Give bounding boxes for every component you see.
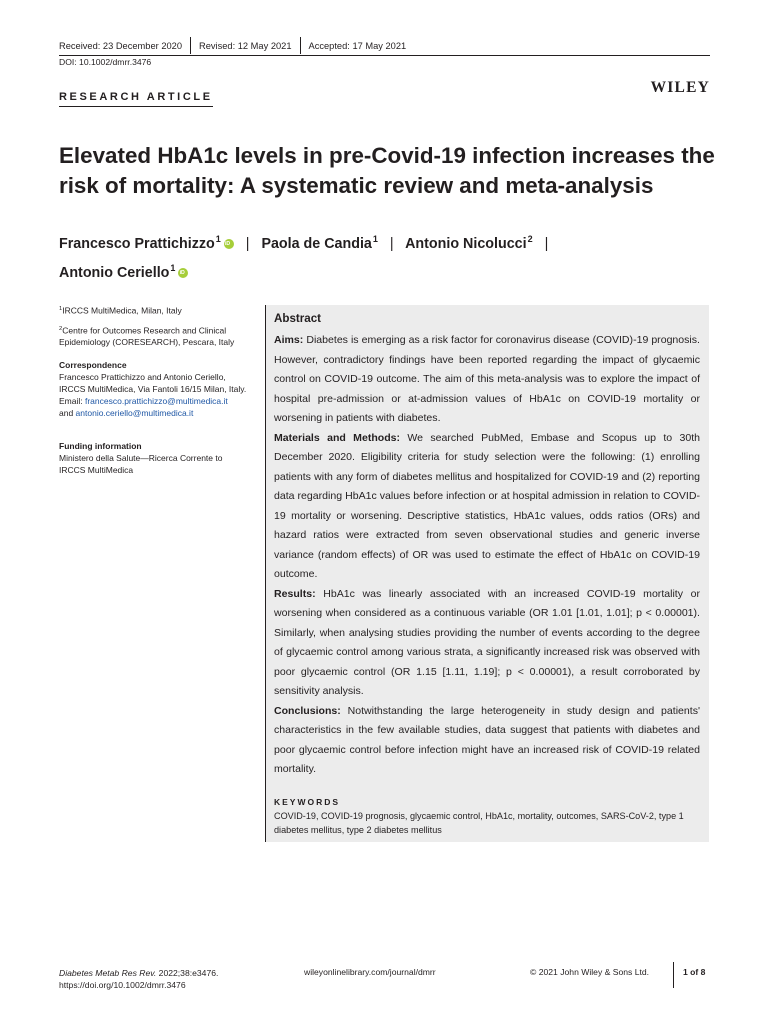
abstract-methods: Materials and Methods: We searched PubMed, Embase and Scopus up to 30th December 2020. Eligibility criteria for study selection were the following: (1) enrolling patients with any form of diabetes mellitus and hospitalized for COVID-19 and (2) reporting data regarding HbA1c values before infection or at hospital admission in relation to COVID-19 mortality or worsening. Descriptive statistics, HbA1c values, odds ratios (ORs) and hazard ratios were extracted from seven observational studies and generic inverse variance (random effects) of OR was used to estimate the effect of HbA1c on COVID-19 outcome. xyxy=(274,431,700,580)
author-divider: | xyxy=(544,236,549,252)
correspondence-heading: Correspondence xyxy=(59,359,127,370)
abstract-box xyxy=(265,305,709,842)
abstract-results: Results: HbA1c was linearly associated with an increased COVID-19 mortality or worsening when considered as a continuous variable (OR 1.01 [1.01, 1.01]; p < 0.00001). Similarly, when analysing studies providing the number of events according to the degree of glycaemic control among various strata, a significantly increased risk was observed with poor glycaemic control (OR 1.15 [1.11, 1.19]; p < 0.00001), a result corroborated by sensitivity analysis. xyxy=(274,587,700,697)
correspondence-text: Francesco Prattichizzo and Antonio Ceriello, IRCCS MultiMedica, Via Fantoli 16/15 Milan, Italy. xyxy=(59,371,247,395)
affiliation-marker: 1 xyxy=(215,234,221,244)
author-divider: | xyxy=(389,236,394,252)
affiliation: $^2$Centre for Outcomes Research and Clinical Epidemiology (CORESEARCH), Pescara, Italy xyxy=(59,325,235,348)
doi: DOI: 10.1002/dmrr.3476 xyxy=(59,57,152,67)
article-sidebar xyxy=(59,303,249,476)
doi-link[interactable]: https://doi.org/10.1002/dmrr.3476 xyxy=(59,980,186,991)
copyright: © 2021 John Wiley & Sons Ltd. xyxy=(530,967,650,977)
affiliation-marker: 2 xyxy=(527,234,533,244)
article-dates xyxy=(59,37,406,54)
header-rule xyxy=(59,55,710,56)
received-date: Received: 23 December 2020 xyxy=(59,40,182,51)
email-link[interactable]: antonio.ceriello@multimedica.it xyxy=(75,408,194,419)
footer-divider xyxy=(673,962,674,988)
abstract-aims: Aims: Diabetes is emerging as a risk factor for coronavirus disease (COVID)-19 prognosis. However, contradictory findings have been reported regarding the impact of glycaemic control on COVID-19 outcome. The aim of this meta-analysis was to explore the impact of hospital pre-admission or at-admission values of HbA1c on COVID-19 mortality or worsening in patients with diabetes. xyxy=(274,334,700,424)
author-list xyxy=(59,227,699,285)
abstract-heading: Abstract xyxy=(274,312,322,325)
publisher-logo: WILEY xyxy=(650,79,710,96)
orcid-icon[interactable] xyxy=(178,268,188,278)
affiliation-marker: 1 xyxy=(170,263,176,273)
abstract-conclusions: Conclusions: Notwithstanding the large heterogeneity in study design and patients' characteristics in the few available studies, data suggest that patients with diabetes and poor glycaemic control before infection might have an increased risk of COVID-19 related mortality. xyxy=(274,704,701,775)
date-divider xyxy=(300,37,301,54)
abstract-body xyxy=(274,331,700,780)
funding-heading: Funding information xyxy=(59,440,142,451)
keywords-heading: KEYWORDS xyxy=(274,796,341,807)
correspondence-email: and antonio.ceriello@multimedica.it xyxy=(59,408,194,419)
revised-date: Revised: 12 May 2021 xyxy=(199,40,292,51)
affiliation-marker: 1 xyxy=(372,234,378,244)
author-name[interactable]: Antonio Nicolucci$^2$ xyxy=(405,234,533,252)
article-title: Elevated HbA1c levels in pre-Covid-19 infection increases the risk of mortality: A systematic review and meta-analysis xyxy=(59,143,715,198)
author-divider: | xyxy=(245,236,250,252)
email-link[interactable]: francesco.prattichizzo@multimedica.it xyxy=(84,396,228,407)
page-number: 1 of 8 xyxy=(683,967,706,977)
footer-citation: Diabetes Metab Res Rev. 2022;38:e3476. https://doi.org/10.1002/dmrr.3476 xyxy=(59,968,219,991)
funding-text: Ministero della Salute—Ricerca Corrente to IRCCS MultiMedica xyxy=(59,452,223,476)
affiliation: $^1$IRCCS MultiMedica, Milan, Italy xyxy=(59,305,182,316)
article-type: RESEARCH ARTICLE xyxy=(59,91,213,107)
author-name[interactable]: Paola de Candia$^1$ xyxy=(261,234,378,252)
date-divider xyxy=(190,37,191,54)
journal-website[interactable]: wileyonlinelibrary.com/journal/dmrr xyxy=(304,967,436,977)
keywords-list: COVID-19, COVID-19 prognosis, glycaemic control, HbA1c, mortality, outcomes, SARS-CoV-2, type 1 diabetes mellitus, type 2 diabetes mellitus xyxy=(274,810,684,835)
orcid-icon[interactable] xyxy=(224,239,234,249)
accepted-date: Accepted: 17 May 2021 xyxy=(308,40,407,51)
journal-name: Diabetes Metab Res Rev. xyxy=(59,968,157,978)
author-name[interactable]: Antonio Ceriello$^1$ xyxy=(59,263,176,281)
author-name[interactable]: Francesco Prattichizzo$^1$ xyxy=(59,234,221,252)
correspondence-email: Email: francesco.prattichizzo@multimedica.it xyxy=(59,396,228,407)
